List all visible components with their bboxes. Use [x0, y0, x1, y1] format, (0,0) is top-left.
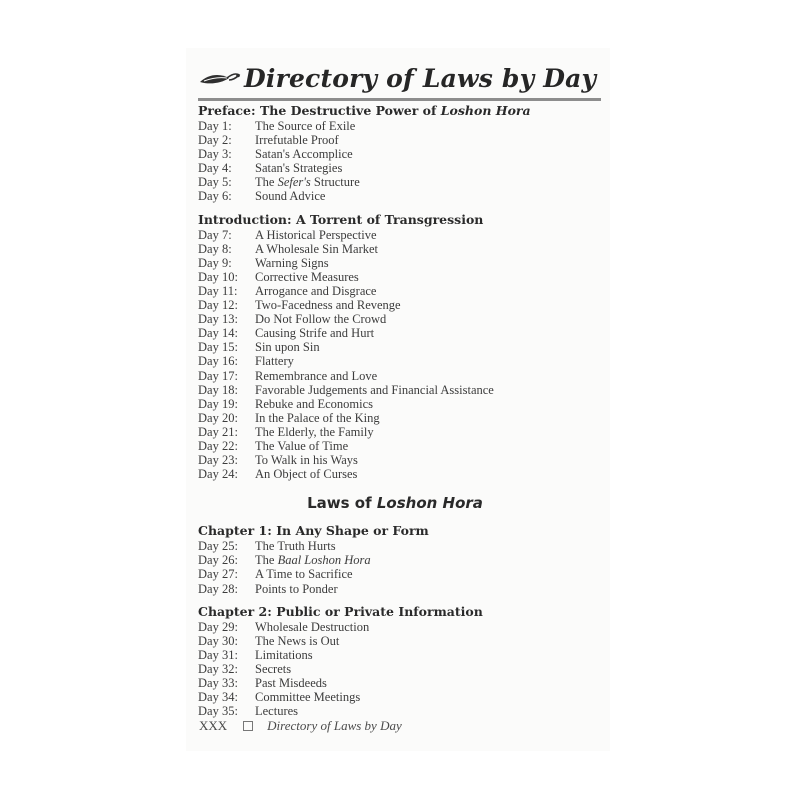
entry-topic: Sin upon Sin	[255, 340, 320, 355]
directory-entry	[198, 133, 602, 147]
entry-topic: Limitations	[255, 647, 313, 662]
directory-entry	[198, 676, 602, 690]
directory-entry	[198, 453, 602, 467]
entry-topic: The News is Out	[255, 633, 340, 648]
entry-day: Day 26:	[198, 553, 238, 568]
entry-topic: In the Palace of the King	[255, 410, 380, 425]
entry-day: Day 8:	[198, 241, 232, 256]
entry-topic-italic: Baal Loshon Hora	[277, 553, 371, 568]
entry-day: Day 9:	[198, 255, 232, 270]
entry-topic: Do Not Follow the Crowd	[255, 312, 387, 327]
entry-day: Day 2:	[198, 133, 232, 148]
directory-entry	[198, 411, 602, 425]
entry-day: Day 19:	[198, 396, 238, 411]
directory-entry	[198, 397, 602, 411]
part-heading-italic-text: Loshon Hora	[376, 494, 483, 513]
directory-entry	[198, 369, 602, 383]
entry-day: Day 34:	[198, 690, 238, 705]
directory-entry	[198, 326, 602, 340]
directory-entry	[198, 539, 602, 553]
entry-day: Day 7:	[198, 227, 232, 242]
entry-topic	[255, 553, 602, 567]
entry-topic-italic: Sefer's	[277, 175, 311, 190]
entry-day: Day 31:	[198, 647, 238, 662]
entry-day: Day 16:	[198, 354, 238, 369]
entry-topic: The Elderly, the Family	[255, 424, 374, 439]
directory-entry	[198, 175, 602, 189]
entry-day: Day 28:	[198, 581, 238, 596]
entry-day: Day 32:	[198, 661, 238, 676]
directory-entry	[198, 662, 602, 676]
title-underline-rule	[198, 98, 601, 101]
entry-topic: Favorable Judgements and Financial Assistance	[255, 382, 494, 397]
entry-day: Day 4:	[198, 161, 232, 176]
section-gap	[198, 515, 602, 523]
directory-entry	[198, 467, 602, 481]
directory-entry	[198, 690, 602, 704]
entry-day: Day 6:	[198, 189, 232, 204]
entry-topic: Committee Meetings	[255, 690, 361, 705]
entry-list-introduction	[198, 228, 602, 482]
entry-day: Day 27:	[198, 567, 238, 582]
directory-entry	[198, 228, 602, 242]
entry-topic: Satan's Strategies	[255, 161, 343, 176]
entry-day: Day 5:	[198, 175, 232, 190]
entry-day: Day 30:	[198, 633, 238, 648]
running-title: Directory of Laws by Day	[267, 718, 402, 733]
entry-topic: Sound Advice	[255, 189, 326, 204]
entry-day: Day 17:	[198, 368, 238, 383]
entry-day: Day 22:	[198, 438, 238, 453]
directory-entry	[198, 119, 602, 133]
section-heading-introduction: Introduction: A Torrent of Transgression	[198, 211, 484, 227]
entry-topic: Wholesale Destruction	[255, 619, 370, 634]
directory-entry	[198, 284, 602, 298]
page-header	[198, 58, 602, 98]
part-heading-text: Laws of	[307, 494, 377, 513]
entry-day: Day 3:	[198, 147, 232, 162]
square-separator-icon	[243, 721, 253, 731]
directory-entry	[198, 161, 602, 175]
section-heading-text: Preface: The Destructive Power of	[198, 103, 441, 118]
entry-day: Day 33:	[198, 676, 238, 690]
entry-topic: Causing Strife and Hurt	[255, 326, 375, 341]
entry-day: Day 24:	[198, 467, 238, 482]
entry-topic: Arrogance and Disgrace	[255, 283, 377, 298]
directory-entry	[198, 256, 602, 270]
entry-day: Day 20:	[198, 410, 238, 425]
entry-topic: Past Misdeeds	[255, 676, 327, 690]
entry-topic: Two-Facedness and Revenge	[255, 298, 401, 313]
entry-topic-text: The	[255, 553, 278, 568]
entry-topic: Satan's Accomplice	[255, 147, 353, 162]
entry-topic: The Source of Exile	[255, 119, 356, 133]
entry-list-chapter-2	[198, 620, 602, 719]
leaf-ornament-icon	[198, 65, 242, 91]
directory-entry	[198, 147, 602, 161]
directory-content	[198, 103, 602, 718]
entry-day: Day 29:	[198, 619, 238, 634]
page-footer	[199, 718, 402, 734]
entry-topic: Warning Signs	[255, 255, 329, 270]
directory-entry	[198, 354, 602, 368]
directory-entry	[198, 582, 602, 596]
entry-topic: Lectures	[255, 704, 299, 719]
directory-entry	[198, 634, 602, 648]
directory-entry	[198, 383, 602, 397]
entry-day: Day 11:	[198, 283, 238, 298]
directory-entry	[198, 298, 602, 312]
entry-day: Day 13:	[198, 312, 238, 327]
directory-entry	[198, 312, 602, 326]
entry-topic: A Historical Perspective	[255, 227, 377, 242]
entry-list-chapter-1	[198, 539, 602, 595]
section-heading-preface	[198, 103, 602, 119]
part-heading-laws	[198, 491, 602, 515]
entry-list-preface	[198, 119, 602, 204]
entry-topic: Remembrance and Love	[255, 368, 378, 383]
entry-topic: A Time to Sacrifice	[255, 567, 353, 582]
directory-entry	[198, 425, 602, 439]
entry-day: Day 21:	[198, 424, 238, 439]
entry-topic-text: The	[255, 175, 278, 190]
entry-topic: Secrets	[255, 661, 292, 676]
directory-entry	[198, 270, 602, 284]
section-heading-chapter-2: Chapter 2: Public or Private Information	[198, 603, 483, 619]
section-gap	[198, 481, 602, 491]
directory-entry	[198, 704, 602, 718]
directory-entry	[198, 620, 602, 634]
page-title: Directory of Laws by Day	[244, 63, 597, 93]
directory-entry	[198, 553, 602, 567]
entry-topic: Flattery	[255, 354, 294, 369]
entry-day: Day 14:	[198, 326, 238, 341]
entry-day: Day 15:	[198, 340, 238, 355]
entry-topic: Points to Ponder	[255, 581, 338, 596]
entry-topic-text: Structure	[310, 175, 360, 190]
directory-entry	[198, 189, 602, 203]
page-number: XXX	[199, 718, 228, 733]
entry-topic: The Truth Hurts	[255, 539, 336, 554]
entry-topic: The Value of Time	[255, 438, 349, 453]
directory-entry	[198, 340, 602, 354]
entry-topic: A Wholesale Sin Market	[255, 241, 379, 256]
section-gap	[198, 596, 602, 604]
section-heading-chapter-1: Chapter 1: In Any Shape or Form	[198, 523, 429, 539]
entry-day: Day 12:	[198, 298, 238, 313]
entry-day: Day 10:	[198, 269, 238, 284]
entry-topic	[255, 175, 602, 189]
entry-day: Day 35:	[198, 704, 238, 719]
directory-entry	[198, 242, 602, 256]
directory-entry	[198, 567, 602, 581]
section-heading-italic-text: Loshon Hora	[440, 103, 531, 118]
entry-day: Day 18:	[198, 382, 238, 397]
entry-topic: Corrective Measures	[255, 269, 359, 284]
entry-topic: Irrefutable Proof	[255, 133, 339, 148]
directory-entry	[198, 648, 602, 662]
entry-topic: An Object of Curses	[255, 467, 358, 482]
entry-day: Day 23:	[198, 453, 238, 468]
entry-topic: To Walk in his Ways	[255, 453, 358, 468]
section-gap	[198, 204, 602, 212]
entry-day: Day 1:	[198, 119, 232, 133]
entry-topic: Rebuke and Economics	[255, 396, 374, 411]
entry-day: Day 25:	[198, 539, 238, 554]
directory-entry	[198, 439, 602, 453]
